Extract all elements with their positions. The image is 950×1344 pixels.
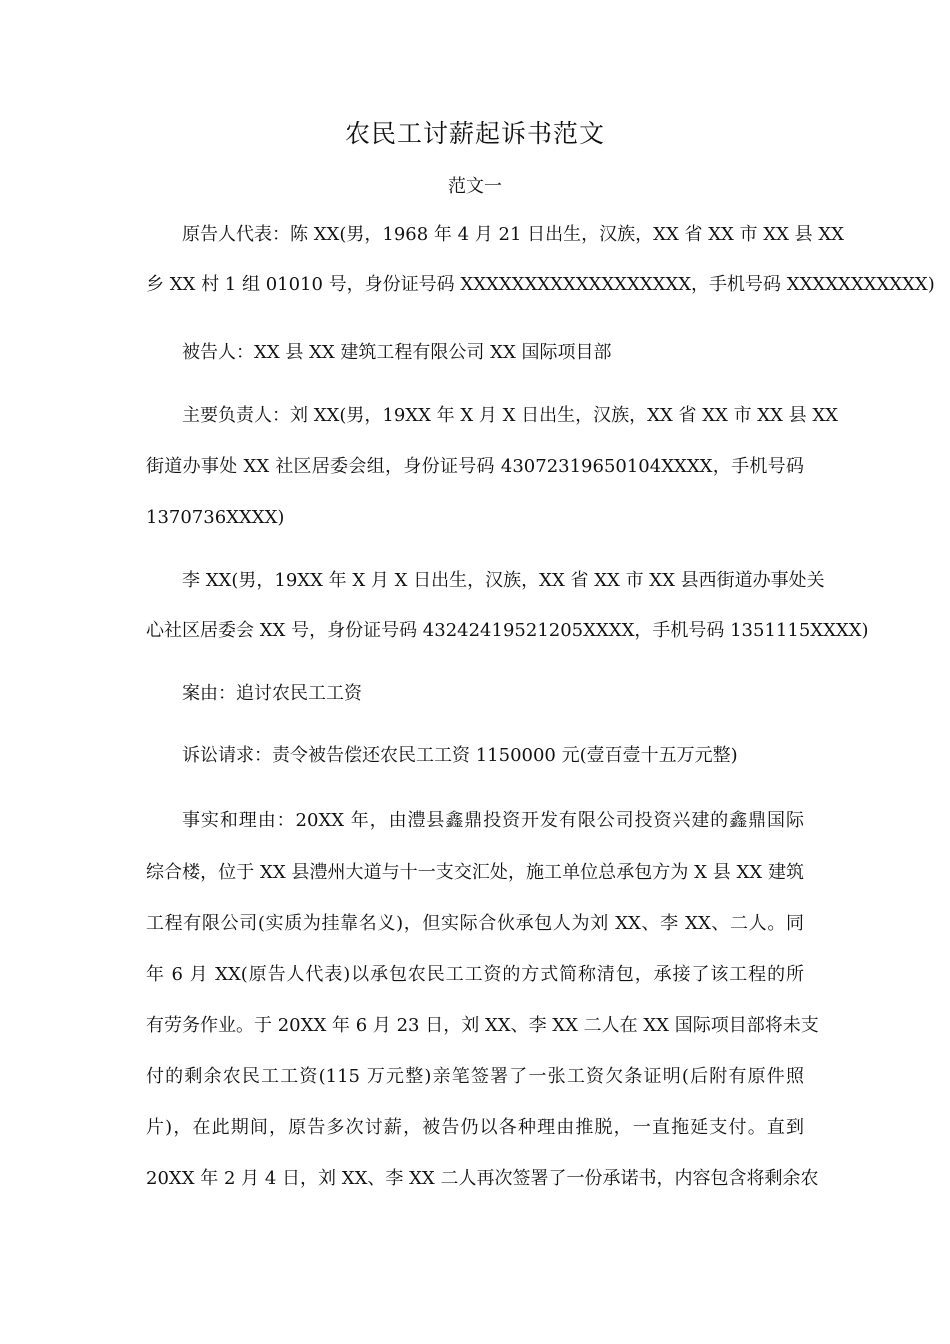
document-subtitle: 范文一 <box>448 176 502 197</box>
body-line: 有劳务作业。于 20XX 年 6 月 23 日，刘 XX、李 XX 二人在 XX 国际项目部将未支 <box>146 1015 819 1036</box>
body-line: 20XX 年 2 月 4 日，刘 XX、李 XX 二人再次签署了一份承诺书，内容包含将剩余农 <box>146 1168 819 1189</box>
body-line: 街道办事处 XX 社区居委会组，身份证号码 43072319650104XXXX，手机号码 <box>146 456 804 477</box>
body-line: 工程有限公司(实质为挂靠名义)，但实际合伙承包人为刘 XX、李 XX、二人。同 <box>146 913 804 934</box>
body-line: 付的剩余农民工工资(115 万元整)亲笔签署了一张工资欠条证明(后附有原件照 <box>146 1066 804 1087</box>
body-line: 诉讼请求：责令被告偿还农民工工资 1150000 元(壹百壹十五万元整) <box>182 745 738 766</box>
body-line: 原告人代表：陈 XX(男，1968 年 4 月 21 日出生，汉族，XX 省 XX 市 XX 县 XX <box>182 224 844 245</box>
body-line: 心社区居委会 XX 号，身份证号码 43242419521205XXXX，手机号码 1351115XXXX) <box>146 620 869 641</box>
document-title: 农民工讨薪起诉书范文 <box>344 119 605 148</box>
body-line: 被告人：XX 县 XX 建筑工程有限公司 XX 国际项目部 <box>182 342 612 363</box>
body-line: 综合楼，位于 XX 县澧州大道与十一支交汇处，施工单位总承包方为 X 县 XX 建筑 <box>146 862 804 883</box>
body-line: 片)，在此期间，原告多次讨薪，被告仍以各种理由推脱，一直拖延支付。直到 <box>146 1117 804 1138</box>
body-line: 主要负责人：刘 XX(男，19XX 年 X 月 X 日出生，汉族，XX 省 XX 市 XX 县 XX <box>182 405 838 426</box>
body-line: 乡 XX 村 1 组 01010 号，身份证号码 XXXXXXXXXXXXXXXXXX，手机号码 XXXXXXXXXXX) <box>146 274 935 295</box>
body-line: 1370736XXXX) <box>146 507 285 528</box>
body-line: 年 6 月 XX(原告人代表)以承包农民工工资的方式简称清包，承接了该工程的所 <box>146 964 804 985</box>
body-line: 李 XX(男，19XX 年 X 月 X 日出生，汉族，XX 省 XX 市 XX 县西街道办事处关 <box>182 570 825 591</box>
body-line: 案由：追讨农民工工资 <box>182 683 362 704</box>
body-line: 事实和理由：20XX 年，由澧县鑫鼎投资开发有限公司投资兴建的鑫鼎国际 <box>182 810 804 831</box>
